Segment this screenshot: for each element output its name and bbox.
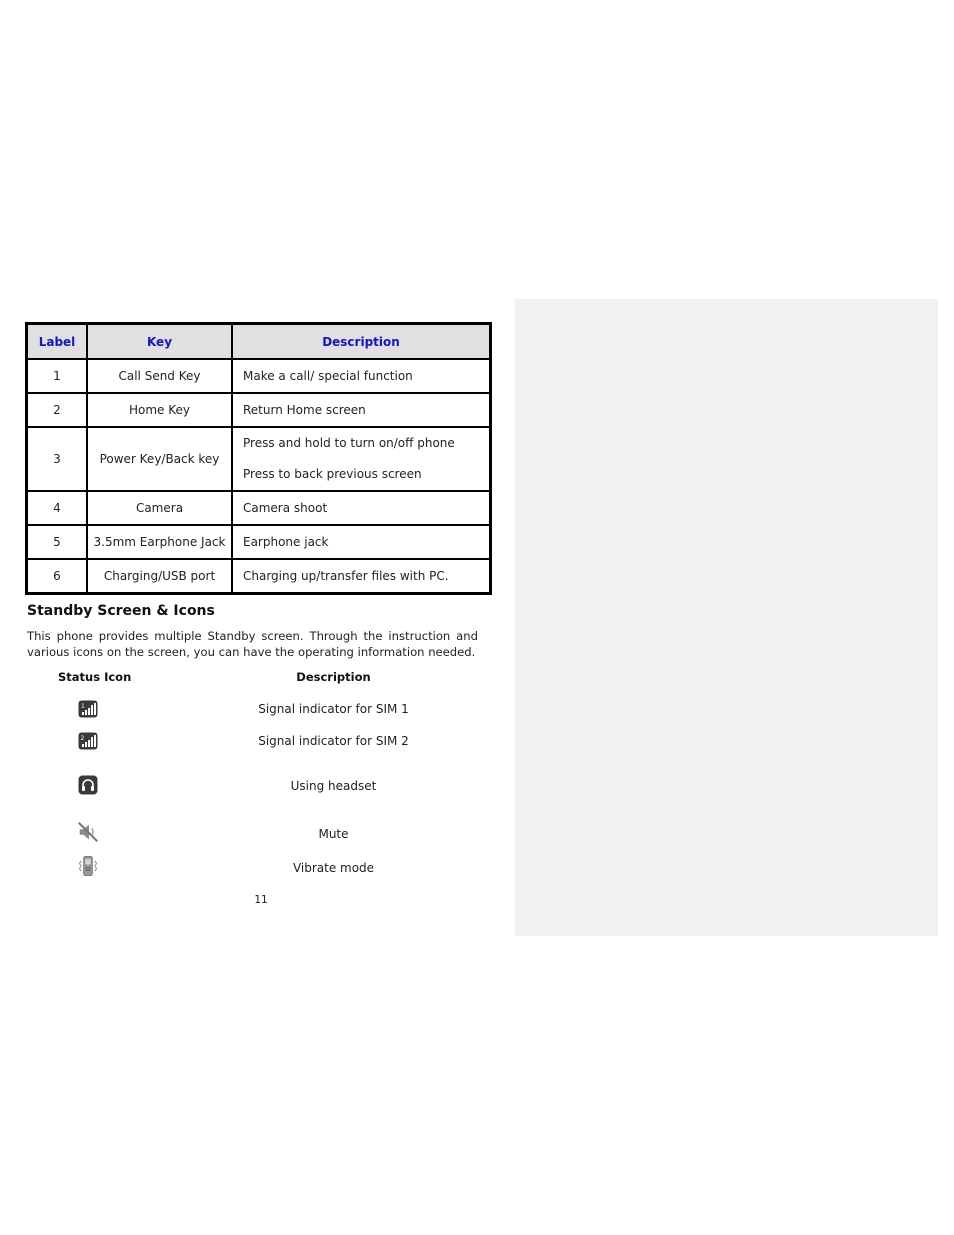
key-description-table [25, 322, 492, 595]
row-key: Charging/USB port [87, 559, 232, 594]
row-description: Earphone jack [232, 525, 491, 559]
row-description: Make a call/ special function [232, 359, 491, 393]
mute-icon [76, 820, 100, 844]
table-header-row [27, 324, 491, 360]
svg-text:1: 1 [81, 703, 85, 710]
header-key: Key [87, 324, 232, 360]
description-column-header: Description [296, 670, 371, 684]
row-label: 5 [27, 525, 88, 559]
table-row [27, 359, 491, 393]
row-description-line-1: Press and hold to turn on/off phone [243, 436, 455, 450]
icon-description: Using headset [290, 779, 377, 793]
row-description [232, 427, 491, 491]
row-key: Home Key [87, 393, 232, 427]
table-row [27, 491, 491, 525]
icon-description: Mute [318, 827, 349, 841]
icon-description: Vibrate mode [292, 861, 375, 875]
row-key: Camera [87, 491, 232, 525]
row-description: Camera shoot [232, 491, 491, 525]
right-page-blank-panel [515, 299, 938, 936]
section-paragraph: This phone provides multiple Standby screen. Through the instruction and various icons on the screen, you can have the operating information needed. [27, 629, 478, 659]
row-key: Call Send Key [87, 359, 232, 393]
icon-description: Signal indicator for SIM 1 [258, 702, 409, 716]
row-key: 3.5mm Earphone Jack [87, 525, 232, 559]
table-row [27, 559, 491, 594]
header-label: Label [27, 324, 88, 360]
row-label: 1 [27, 359, 88, 393]
row-description: Charging up/transfer files with PC. [232, 559, 491, 594]
row-label: 2 [27, 393, 88, 427]
section-heading: Standby Screen & Icons [27, 603, 215, 619]
vibrate-icon [76, 854, 100, 878]
row-label: 6 [27, 559, 88, 594]
table-row [27, 525, 491, 559]
signal-sim2-icon [76, 729, 100, 753]
row-description-line-2: Press to back previous screen [243, 467, 422, 481]
icon-description: Signal indicator for SIM 2 [258, 734, 409, 748]
page-number: 11 [254, 894, 268, 906]
header-description: Description [232, 324, 491, 360]
row-label: 3 [27, 427, 88, 491]
table-row [27, 427, 491, 491]
svg-text:2: 2 [80, 735, 85, 742]
signal-sim1-icon [76, 697, 100, 721]
table-row [27, 393, 491, 427]
row-label: 4 [27, 491, 88, 525]
headset-icon [76, 773, 100, 797]
status-icon-column-header: Status Icon [58, 670, 132, 684]
row-key: Power Key/Back key [87, 427, 232, 491]
row-description: Return Home screen [232, 393, 491, 427]
